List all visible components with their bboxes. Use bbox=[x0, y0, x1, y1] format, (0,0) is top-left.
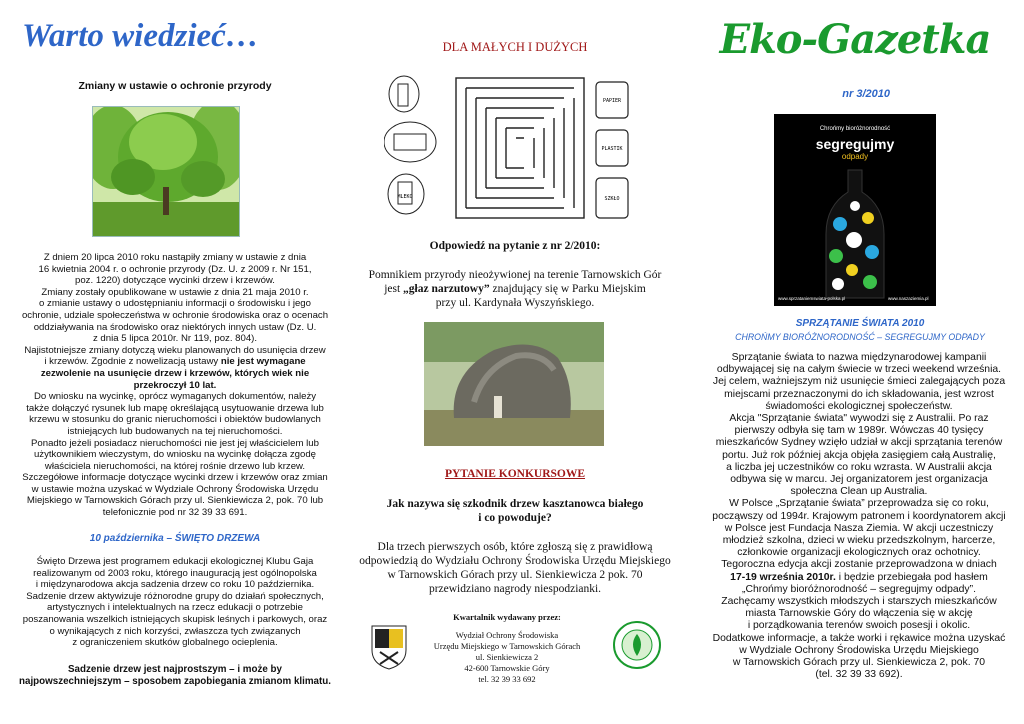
text-line: poz. 1220) dotyczące wycinki drzew i krzewów. bbox=[75, 275, 275, 287]
bold-text: zezwolenie na usunięcie drzew i krzewów, których wiek nie bbox=[40, 367, 310, 379]
article-body-tree-day bbox=[6, 556, 344, 649]
bold-text: przekroczył 10 lat. bbox=[133, 379, 217, 391]
text-line: Dodatkowe informacje, a także worki i rękawice można uzyskać bbox=[712, 632, 1006, 644]
cleanup-heading: SPRZĄTANIE ŚWIATA 2010 bbox=[795, 318, 925, 329]
text-line: i porządkowania terenów swoich posesji i okolic. bbox=[747, 620, 971, 632]
text-line: o wynikających z nich korzyści, zwłaszcza tych związanych bbox=[49, 625, 301, 637]
text-line: także dołączyć rysunek lub mapę określającą usytuowanie drzewa lub bbox=[26, 402, 324, 414]
text-line: w Tarnowskich Górach przy ul. Sienkiewicza 2, pok. 70 bbox=[732, 657, 986, 669]
answer-heading: Odpowiedź na pytanie z nr 2/2010: bbox=[429, 240, 601, 252]
text-span: jest bbox=[384, 283, 404, 295]
text-line: i międzynarodowa akcja sadzenia drzew co roku 10 października. bbox=[35, 579, 315, 591]
text-line: Sprzątanie świata to nazwa międzynarodowej kampanii bbox=[731, 352, 987, 363]
text-span: i będzie przebiegała pod hasłem bbox=[835, 571, 988, 583]
text-line: przewidziano nagrody niespodzianki. bbox=[428, 583, 602, 595]
text-line: 16 kwietnia 2004 r. o ochronie przyrody (Dz. U. z 2009 r. Nr 151, bbox=[38, 263, 312, 275]
text-line: użytkownikiem wieczystym, do wniosku na wycinkę dołącza zgodę bbox=[33, 449, 317, 461]
tree-photo bbox=[92, 106, 240, 237]
text-line: świadomości ekologicznej społeczeństw. bbox=[765, 400, 953, 412]
text-line: Najistotniejsze zmiany dotyczą wieku planowanych do usunięcia drzew bbox=[24, 344, 326, 356]
text-line: oddziaływania na środowisko oraz niektórych innych ustaw (Dz. U. bbox=[33, 321, 317, 333]
publisher-block bbox=[366, 612, 666, 692]
boulder-photo bbox=[424, 322, 604, 446]
bold-line bbox=[6, 368, 344, 380]
text-line: Zmiany zostały opublikowane w ustawie z dnia 21 maja 2010 r. bbox=[41, 286, 309, 298]
article-body-tree-law bbox=[6, 252, 344, 519]
text-line: w Wydziale Ochrony Środowiska Urzędu Miejskiego bbox=[739, 644, 979, 656]
text-line: przy ul. Kardynała Wyszyńskiego. bbox=[435, 297, 595, 309]
poster-headline: segregujmy bbox=[815, 136, 895, 152]
text-line: Urzędu Miejskiego w Tarnowskich Górach bbox=[433, 641, 581, 651]
cleanup-article-body bbox=[690, 352, 1024, 681]
text-line bbox=[690, 572, 1024, 584]
text-line: realizowanym od 2003 roku, którego inauguracją jest ogólnopolska bbox=[33, 567, 317, 579]
text-line: Dla trzech pierwszych osób, które zgłoszą się z prawidłową bbox=[377, 541, 653, 553]
poster-tagline: Chrońmy bioróżnorodność bbox=[819, 126, 891, 132]
clean-up-poster bbox=[774, 114, 936, 306]
text-line: Sadzenie drzew jest najprostszym – i może by bbox=[68, 664, 282, 675]
text-line: (tel. 32 39 33 692). bbox=[815, 669, 903, 681]
answer-body bbox=[350, 268, 680, 310]
text-line: Miejskiego w Tarnowskich Górach przy ul. Sienkiewicza 2, pok. 70 lub bbox=[26, 495, 324, 507]
text-line: Wydział Ochrony Środowiska bbox=[455, 630, 559, 640]
environment-department-logo-icon bbox=[612, 620, 662, 670]
text-line: i co powoduje? bbox=[478, 511, 552, 524]
bin-label-glass: SZKŁO bbox=[604, 196, 620, 202]
text-line: z dnia 5 lipca 2010r. Nr 119, poz. 804). bbox=[92, 333, 258, 345]
text-line: telefonicznie pod nr 32 39 33 691. bbox=[102, 507, 248, 519]
maze-item-label: MLEKO bbox=[397, 194, 413, 200]
text-line: w ustawie można uzyskać w Wydziale Ochrony Środowiska Urzędu bbox=[31, 483, 319, 495]
text-line: Zachęcamy wszystkich młodszych i starszych mieszkańców bbox=[721, 596, 997, 608]
text-line: odbywa się w marcu. Jej organizatorem jest organizacja bbox=[730, 474, 988, 486]
text-line: ochronie, udziale społeczeństwa w ochronie środowiska oraz o ocenach bbox=[21, 309, 329, 321]
left-column-title: Warto wiedzieć… bbox=[22, 18, 259, 54]
text-span: i krzewów. Zgodnie z nowelizacją ustawy bbox=[44, 356, 219, 368]
newsletter-title: Eko-Gazetka bbox=[719, 16, 991, 63]
maze-graphic bbox=[384, 72, 636, 224]
text-line: poszanowania wszelkich istniejących skupisk leśnych i parkowych, oraz bbox=[22, 613, 328, 625]
tree-day-heading: 10 października – ŚWIĘTO DRZEWA bbox=[89, 533, 261, 544]
text-line: w Polsce jest Fundacja Nasza Ziemia. W akcji uczestniczy bbox=[724, 522, 994, 534]
text-line: w Tarnowskich Górach przy ul. Sienkiewicza 2 pok. 70 bbox=[387, 569, 643, 581]
bold-line bbox=[6, 380, 344, 392]
text-line: a liczba jej uczestników co roku wzrasta. W Australii akcja bbox=[726, 461, 992, 473]
text-line: Święto Drzewa jest programem edukacji ekologicznej Klubu Gaja bbox=[36, 556, 314, 567]
poster-url-right: www.naszaziemia.pl bbox=[888, 296, 929, 301]
text-line: społeczna Clean up Australia. bbox=[790, 486, 928, 498]
text-line: Szczegółowe informacje dotyczące wycinki drzew i krzewów oraz zmian bbox=[22, 472, 328, 484]
text-line: istniejących lub budowanych na tej nieruchomości. bbox=[67, 425, 283, 437]
contest-question bbox=[350, 498, 680, 525]
text-line: odpowiedzią do Wydziału Ochrony Środowiska Urzędu Miejskiego bbox=[359, 555, 671, 567]
text-line: 42-600 Tarnowskie Góry bbox=[464, 663, 550, 673]
contest-heading: PYTANIE KONKURSOWE bbox=[444, 468, 586, 480]
text-line: krzewu w stosunku do granic nieruchomości i obiektów budowlanych bbox=[29, 414, 321, 426]
text-span: znajdujący się w Parku Miejskim bbox=[489, 283, 646, 295]
text-line: Do wniosku na wycinkę, oprócz wymaganych dokumentów, należy bbox=[33, 391, 317, 403]
text-line: pierwszy odbyła się tam w 1989r. Wówczas 40 tysięcy bbox=[734, 425, 984, 437]
closing-statement bbox=[6, 664, 344, 688]
text-line: ul. Sienkiewicza 2 bbox=[475, 652, 539, 662]
text-line: członkowie organizacji ekologicznych oraz ochotnicy. bbox=[737, 547, 981, 559]
prize-description bbox=[350, 540, 680, 596]
text-line: miasta Tarnowskie Góry do włączenia się w akcję bbox=[745, 608, 973, 620]
city-coat-of-arms-icon bbox=[370, 624, 408, 670]
recycling-maze bbox=[384, 72, 636, 224]
article-subtitle: Zmiany w ustawie o ochronie przyrody bbox=[78, 80, 272, 92]
text-line: Jak nazywa się szkodnik drzew kasztanowca białego bbox=[386, 498, 644, 510]
cleanup-subheading: CHROŃMY BIORÓŻNORODNOŚĆ – SEGREGUJMY ODPADY bbox=[735, 332, 985, 342]
event-date: 17-19 września 2010r. bbox=[730, 571, 836, 583]
text-line: Z dniem 20 lipca 2010 roku nastąpiły zmiany w ustawie z dnia bbox=[43, 252, 307, 263]
text-line: „Chrońmy bioróżnorodność – segregujmy odpady”. bbox=[742, 583, 976, 595]
text-line: o zmianie ustawy o udostępnianiu informacji o środowisku i jego bbox=[39, 298, 311, 310]
text-line: z ograniczeniem skutków globalnego ocieplenia. bbox=[72, 637, 278, 649]
text-line: najpowszechniejszym – sposobem zapobiegania zmianom klimatu. bbox=[19, 676, 331, 687]
poster-subheadline: odpady bbox=[841, 152, 869, 161]
kids-section-header: DLA MAŁYCH I DUŻYCH bbox=[442, 40, 588, 54]
text-line: odbywającej się na całym świecie w trzeci weekend września. bbox=[716, 364, 1002, 376]
text-line: właściciela nieruchomości, na której rośnie drzewo lub krzew. bbox=[44, 460, 306, 472]
text-line: Tegoroczna edycja akcji zostanie przeprowadzona w dniach bbox=[721, 559, 997, 571]
bin-label-plastic: PLASTIK bbox=[601, 146, 623, 152]
text-line: tel. 32 39 33 692 bbox=[478, 674, 536, 684]
issue-number: nr 3/2010 bbox=[842, 88, 890, 100]
poster-url-left: www.sprzataniemswiata-polska.pl bbox=[778, 296, 846, 301]
text-line: Akcja "Sprzątanie świata" wywodzi się z Australii. Po raz bbox=[729, 413, 989, 425]
bin-label-paper: PAPIER bbox=[602, 98, 622, 104]
bold-text: nie jest wymagane bbox=[220, 356, 306, 368]
publisher-heading: Kwartalnik wydawany przez: bbox=[453, 612, 561, 622]
text-line: począwszy od 1994r. Krajowym patronem i koordynatorem akcji bbox=[712, 510, 1006, 522]
bold-text: „głaz narzutowy” bbox=[403, 283, 490, 295]
text-line bbox=[350, 282, 680, 296]
text-line: artystycznych i intelektualnych na rzecz edukacji o potrzebie bbox=[47, 602, 303, 614]
tree-photo-graphic bbox=[93, 107, 239, 236]
text-line: Pomnikiem przyrody nieożywionej na terenie Tarnowskich Gór bbox=[368, 269, 662, 281]
text-line bbox=[6, 356, 344, 368]
text-line: Ponadto jeżeli posiadacz nieruchomości nie jest jej właścicielem lub bbox=[31, 437, 319, 449]
text-line: Sadzenie drzew aktywizuje różnorodne grupy do działań społecznych, bbox=[26, 590, 324, 602]
text-line: W Polsce „Sprzątanie świata” przeprowadza się co roku, bbox=[729, 498, 989, 510]
text-line: mieszkańców Sydney wzięło udział w akcji sprzątania terenów bbox=[715, 437, 1003, 449]
publisher-address bbox=[422, 630, 592, 685]
text-line: portu. Już rok później akcja objęła zasięgiem całą Australię, bbox=[722, 449, 996, 461]
text-line: miejscami przeznaczonymi do ich składowania, jest wzrost bbox=[724, 388, 994, 400]
boulder-photo-graphic bbox=[424, 322, 604, 446]
text-line: młodzież szkolna, dzieci w wieku przedszkolnym, harcerze, bbox=[722, 535, 996, 547]
text-line: Jej celem, ważniejszym niż usunięcie śmieci zalegających poza bbox=[712, 376, 1006, 388]
